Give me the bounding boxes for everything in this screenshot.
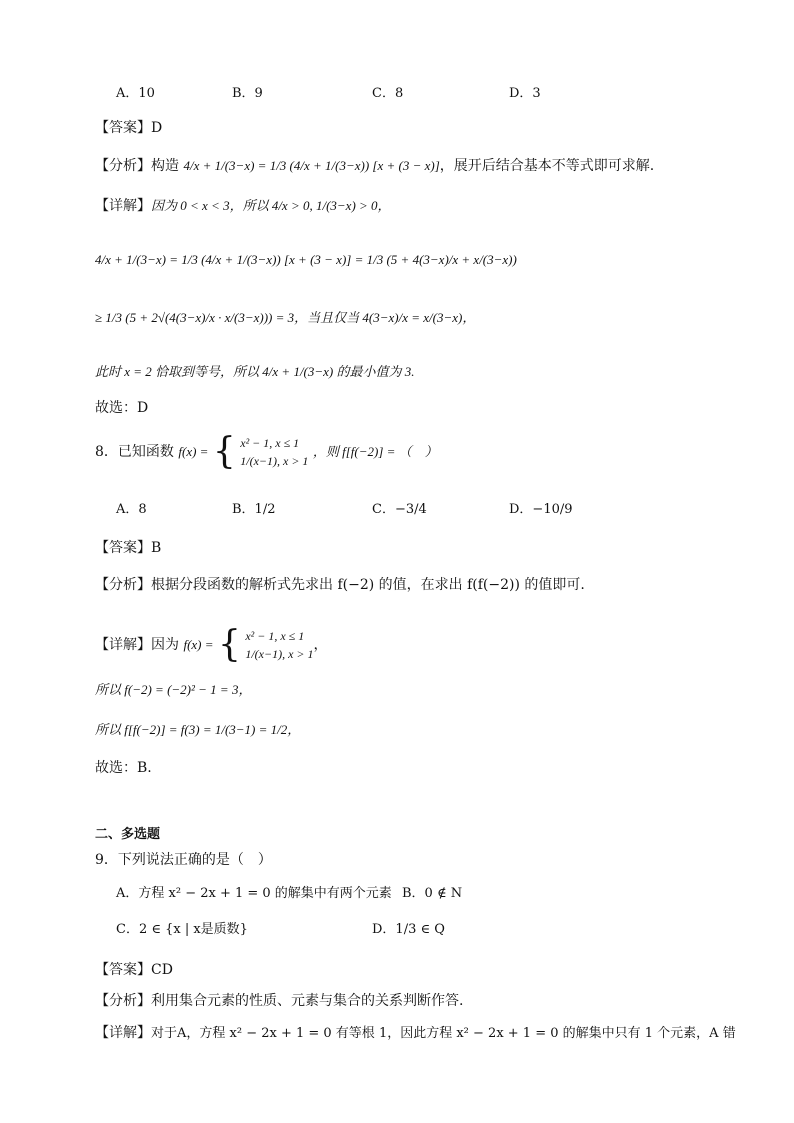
detail-text: 因为 0 < x < 3，所以 4/x > 0, 1/(3−x) > 0，	[151, 198, 391, 213]
answer-tag: 【答案】	[95, 120, 151, 136]
q7-option-d: D．3	[509, 86, 541, 101]
q9-option-c: C．2 ∈ {x | x是质数}	[116, 922, 248, 937]
q7-choice: 故选：D	[95, 400, 149, 416]
detail-tag: 【详解】	[95, 637, 151, 653]
q7-option-c: C．8	[372, 86, 404, 101]
detail-text: 对于A，方程 x² − 2x + 1 = 0 有等根 1，因此方程 x² − 2x + 1 = 0 的解集中只有 1 个元素，A 错	[151, 1026, 736, 1041]
q7-analysis	[95, 156, 654, 176]
q7-option-a: A．10	[116, 86, 155, 101]
piecewise-cases	[245, 627, 313, 663]
analysis-tag: 【分析】	[95, 577, 151, 593]
q9-option-d: D．1/3 ∈ Q	[372, 922, 445, 937]
q8-detail-1: 【详解】因为 f(x) = { x² − 1, x ≤ 1 1/(x−1), x > 1 ，	[95, 624, 328, 665]
analysis-pre: 构造	[151, 158, 179, 174]
case-2: 1/(x−1), x > 1	[245, 647, 314, 661]
q8-detail-3: 所以 f[f(−2)] = f(3) = 1/(3−1) = 1/2，	[95, 722, 301, 737]
q7-option-b: B．9	[232, 86, 263, 101]
answer-value: B	[151, 540, 162, 556]
answer-value: CD	[151, 962, 173, 978]
q9-answer	[95, 960, 173, 980]
q7-detail-1	[95, 196, 391, 216]
q8-stem	[95, 432, 438, 472]
case-2: 1/(x−1), x > 1	[240, 454, 309, 468]
q7-detail-2: 4/x + 1/(3−x) = 1/3 (4/x + 1/(3−x)) [x + (3 − x)] = 1/3 (5 + 4(3−x)/x + x/(3−x))	[95, 252, 517, 267]
detail-tag: 【详解】	[95, 198, 151, 214]
q8-answer	[95, 538, 161, 558]
analysis-expression: 4/x + 1/(3−x) = 1/3 (4/x + 1/(3−x)) [x + (3 − x)]	[183, 158, 440, 173]
q9-option-b: B．0 ∉ N	[402, 886, 463, 901]
q8-analysis	[95, 575, 585, 595]
detail-conclusion: 此时 x = 2 恰取到等号，所以 4/x + 1/(3−x) 的最小值为 3.	[95, 364, 415, 379]
q9-detail	[95, 1023, 736, 1044]
q8-detail-function: f(x) =	[183, 637, 214, 652]
detail-pre: 因为	[151, 637, 179, 653]
left-brace: {	[212, 431, 236, 472]
left-brace: {	[217, 624, 241, 665]
q9-option-a: A．方程 x² − 2x + 1 = 0 的解集中有两个元素	[116, 886, 392, 901]
q8-stem-post: ，则 f[f(−2)] = （ ）	[312, 444, 438, 459]
q8-option-c: C．−3/4	[372, 502, 427, 517]
q8-function-name: f(x) =	[178, 444, 209, 459]
q7-answer	[95, 118, 162, 138]
answer-tag: 【答案】	[95, 540, 151, 556]
section-title: 二、多选题	[95, 827, 161, 842]
case-1: x² − 1, x ≤ 1	[245, 629, 305, 643]
q8-option-a: A．8	[116, 502, 147, 517]
q8-option-b: B．1/2	[232, 502, 276, 517]
case-1: x² − 1, x ≤ 1	[240, 436, 300, 450]
q7-detail-3: ≥ 1/3 (5 + 2√(4(3−x)/x · x/(3−x))) = 3，当且仅当 4(3−x)/x = x/(3−x)，	[95, 310, 476, 325]
piecewise-cases	[240, 434, 308, 470]
q8-detail-2: 所以 f(−2) = (−2)² − 1 = 3，	[95, 682, 252, 697]
analysis-tag: 【分析】	[95, 158, 151, 174]
answer-tag: 【答案】	[95, 962, 151, 978]
analysis-text: 利用集合元素的性质、元素与集合的关系判断作答.	[151, 993, 464, 1009]
answer-value: D	[151, 120, 163, 136]
analysis-post: ，展开后结合基本不等式即可求解.	[439, 158, 655, 174]
q9-stem: 9．下列说法正确的是（ ）	[95, 852, 272, 868]
analysis-text: 根据分段函数的解析式先求出 f(−2) 的值，在求出 f(f(−2)) 的值即可.	[151, 577, 585, 593]
q8-option-d: D．−10/9	[509, 502, 573, 517]
q8-choice: 故选：B.	[95, 760, 152, 776]
detail-tag: 【详解】	[95, 1025, 151, 1041]
q8-stem-pre: 8．已知函数	[95, 444, 174, 460]
q7-detail-4	[95, 362, 415, 382]
analysis-tag: 【分析】	[95, 993, 151, 1009]
q9-analysis	[95, 991, 463, 1011]
